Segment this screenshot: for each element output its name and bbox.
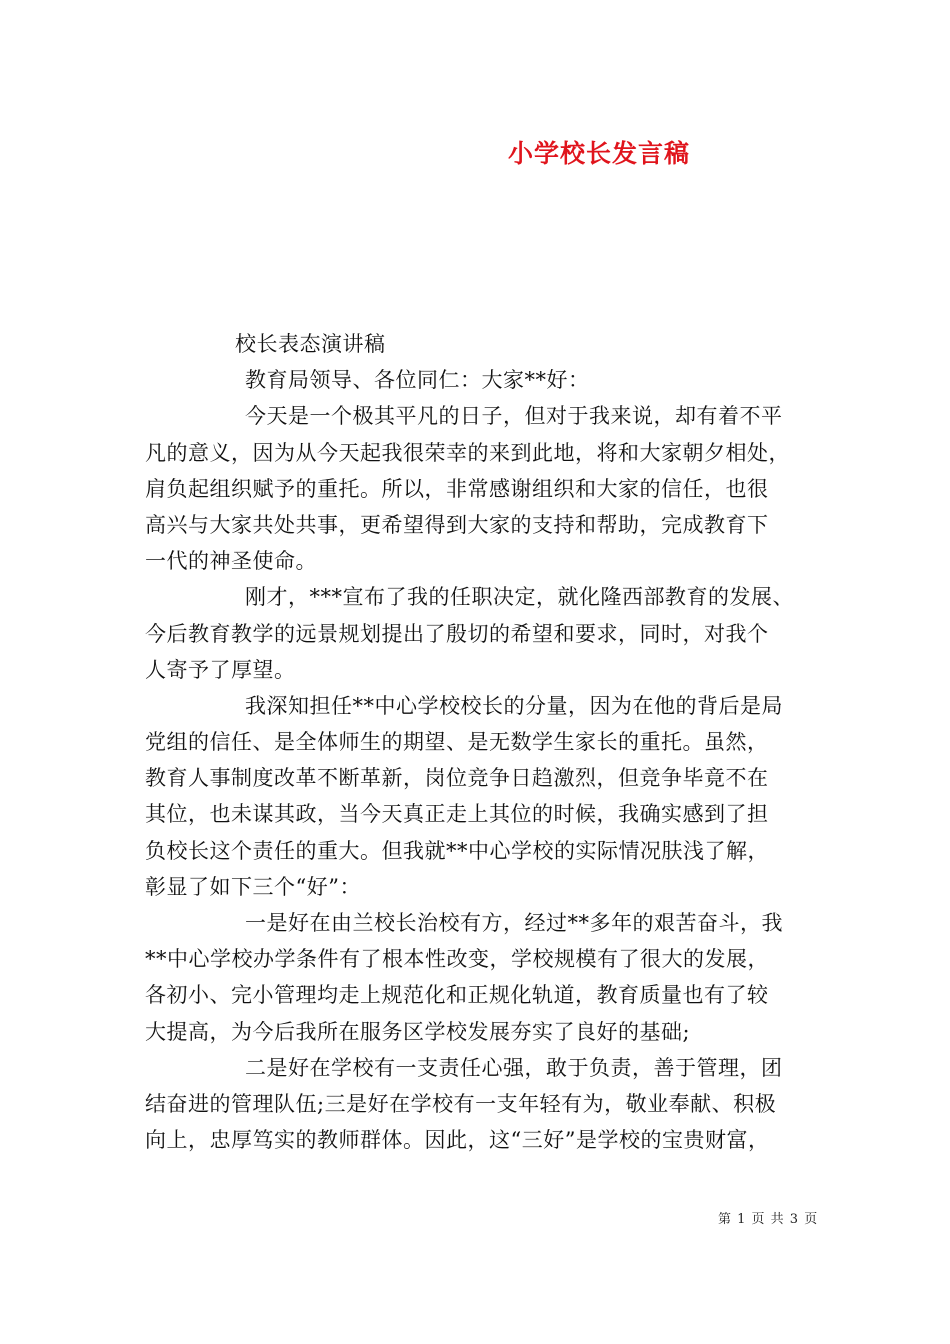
text-line: 今天是一个极其平凡的日子，但对于我来说，却有着不平 xyxy=(245,404,783,429)
text-line: 高兴与大家共处共事，更希望得到大家的支持和帮助，完成教育下 xyxy=(145,512,769,537)
text-line: 教育人事制度改革不断革新，岗位竞争日趋激烈，但竞争毕竟不在 xyxy=(145,766,769,791)
text-line: 向上，忠厚笃实的教师群体。因此，这“三好”是学校的宝贵财富， xyxy=(145,1128,770,1153)
text-line: 一代的神圣使命。 xyxy=(145,549,317,574)
text-line: 人寄予了厚望。 xyxy=(145,657,296,682)
paragraph-lines xyxy=(145,398,825,1158)
text-line: 二是好在学校有一支责任心强，敢于负责，善于管理，团 xyxy=(245,1055,783,1080)
page-number-footer: 第 1 页 共 3 页 xyxy=(718,1212,819,1227)
text-line: 党组的信任、是全体师生的期望、是无数学生家长的重托。虽然， xyxy=(145,730,769,755)
text-line: 一是好在由兰校长治校有方，经过**多年的艰苦奋斗，我 xyxy=(245,911,783,935)
text-line: 大提高，为今后我所在服务区学校发展夯实了良好的基础; xyxy=(145,1019,691,1044)
greeting-line: 教育局领导、各位同仁：大家**好： xyxy=(245,368,590,393)
document-title: 小学校长发言稿 xyxy=(508,139,691,168)
text-line: 彰显了如下三个“好”： xyxy=(145,874,361,899)
text-line: 其位，也未谋其政，当今天真正走上其位的时候，我确实感到了担 xyxy=(145,802,769,827)
text-line: 结奋进的管理队伍;三是好在学校有一支年轻有为，敬业奉献、积极 xyxy=(145,1091,777,1116)
text-line: 负校长这个责任的重大。但我就**中心学校的实际情况肤浅了解， xyxy=(145,838,769,863)
text-line: 凡的意义，因为从今天起我很荣幸的来到此地，将和大家朝夕相处， xyxy=(145,440,790,465)
text-line: 刚才，***宣布了我的任职决定，就化隆西部教育的发展、 xyxy=(245,585,794,610)
text-line: 今后教育教学的远景规划提出了殷切的希望和要求，同时，对我个 xyxy=(145,621,769,646)
text-line: 肩负起组织赋予的重托。所以，非常感谢组织和大家的信任，也很 xyxy=(145,476,769,501)
text-line: **中心学校办学条件有了根本性改变，学校规模有了很大的发展， xyxy=(145,947,769,972)
document-body xyxy=(145,326,825,1158)
text-line: 各初小、完小管理均走上规范化和正规化轨道，教育质量也有了较 xyxy=(145,983,769,1008)
document-subtitle: 校长表态演讲稿 xyxy=(235,332,386,356)
text-line: 我深知担任**中心学校校长的分量，因为在他的背后是局 xyxy=(245,693,783,718)
